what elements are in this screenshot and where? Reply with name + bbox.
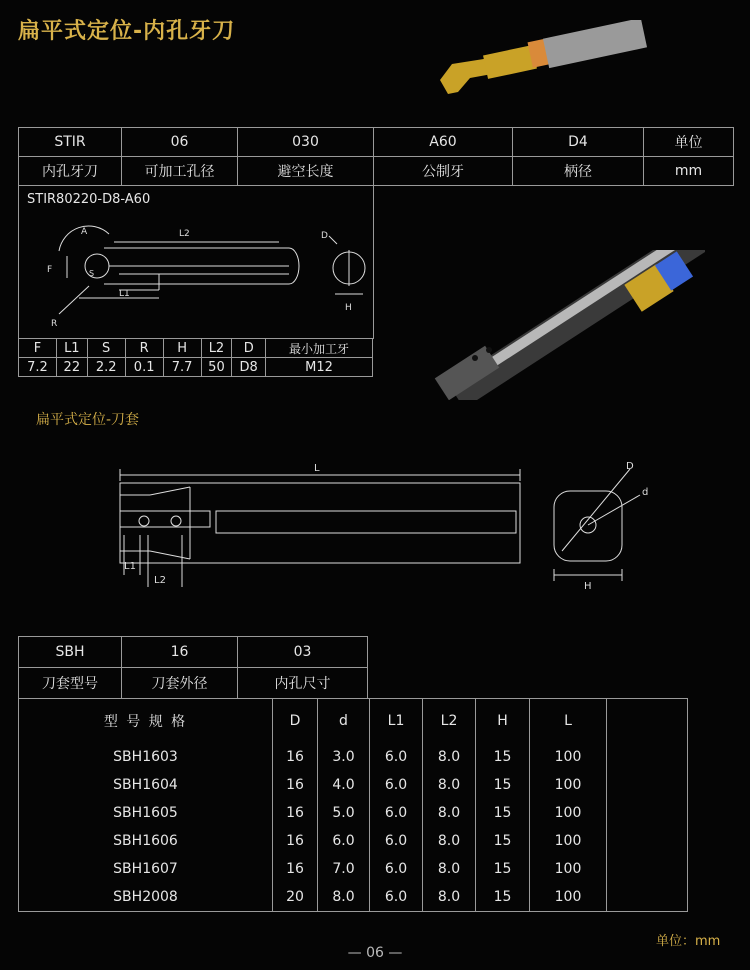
dim-header: R bbox=[125, 339, 163, 358]
code-cell: 030 bbox=[238, 128, 374, 157]
holder-name-cell: 刀套外径 bbox=[122, 668, 238, 699]
spec-cell: 8.0 bbox=[423, 883, 476, 912]
spec-cell: 7.0 bbox=[318, 855, 370, 883]
tool-dims-table bbox=[18, 338, 373, 377]
spec-cell: 6.0 bbox=[370, 827, 423, 855]
spec-cell bbox=[607, 827, 688, 855]
spec-cell: 6.0 bbox=[370, 771, 423, 799]
diagram-label-r: R bbox=[51, 319, 58, 329]
dim-header: L1 bbox=[56, 339, 87, 358]
spec-header: L2 bbox=[423, 699, 476, 744]
section-title-holder: 扁平式定位-刀套 bbox=[36, 412, 140, 428]
diagram-label-f: F bbox=[47, 265, 53, 275]
holder-code-table bbox=[18, 636, 368, 699]
dim-header: L2 bbox=[201, 339, 232, 358]
spec-cell: 16 bbox=[273, 827, 318, 855]
holder-label-d-small: d bbox=[642, 487, 649, 498]
dim-header: H bbox=[163, 339, 201, 358]
spec-cell: 6.0 bbox=[370, 855, 423, 883]
table-row bbox=[19, 883, 688, 912]
spec-header: L1 bbox=[370, 699, 423, 744]
name-cell: 柄径 bbox=[513, 157, 644, 186]
spec-cell: 5.0 bbox=[318, 799, 370, 827]
spec-cell: SBH1603 bbox=[19, 743, 273, 771]
code-cell: D4 bbox=[513, 128, 644, 157]
spec-cell: 8.0 bbox=[423, 827, 476, 855]
code-cell: 06 bbox=[122, 128, 238, 157]
dim-header: D bbox=[232, 339, 266, 358]
spec-cell: SBH2008 bbox=[19, 883, 273, 912]
spec-cell: 100 bbox=[530, 743, 607, 771]
spec-header: 型 号 规 格 bbox=[19, 699, 273, 744]
dim-value: D8 bbox=[232, 358, 266, 377]
dim-value: 0.1 bbox=[125, 358, 163, 377]
spec-header: d bbox=[318, 699, 370, 744]
spec-cell bbox=[607, 883, 688, 912]
spec-cell: 15 bbox=[476, 827, 530, 855]
diagram-label-a: A bbox=[81, 227, 88, 237]
spec-cell: 15 bbox=[476, 883, 530, 912]
spec-cell: SBH1604 bbox=[19, 771, 273, 799]
spec-cell: 16 bbox=[273, 771, 318, 799]
spec-cell: 6.0 bbox=[318, 827, 370, 855]
code-cell: A60 bbox=[374, 128, 513, 157]
spec-cell: 8.0 bbox=[423, 743, 476, 771]
spec-cell: 16 bbox=[273, 743, 318, 771]
code-cell: 单位 bbox=[644, 128, 734, 157]
name-cell: 公制牙 bbox=[374, 157, 513, 186]
spec-cell: 100 bbox=[530, 771, 607, 799]
holder-drawing bbox=[110, 455, 650, 595]
spec-cell bbox=[607, 799, 688, 827]
diagram-label-h: H bbox=[345, 303, 352, 313]
dim-value: M12 bbox=[266, 358, 373, 377]
spec-cell: 8.0 bbox=[423, 799, 476, 827]
spec-cell: SBH1607 bbox=[19, 855, 273, 883]
dim-value: 7.2 bbox=[19, 358, 57, 377]
spec-cell: 100 bbox=[530, 827, 607, 855]
diagram-label-d: D bbox=[321, 231, 328, 241]
code-cell: STIR bbox=[19, 128, 122, 157]
holder-name-cell: 内孔尺寸 bbox=[238, 668, 368, 699]
holder-label-d-big: D bbox=[626, 461, 634, 472]
holder-label-l2: L2 bbox=[154, 575, 166, 586]
dim-value: 50 bbox=[201, 358, 232, 377]
holder-name-cell: 刀套型号 bbox=[19, 668, 122, 699]
spec-cell: 3.0 bbox=[318, 743, 370, 771]
tool-drawing bbox=[19, 206, 373, 336]
spec-cell: 15 bbox=[476, 799, 530, 827]
holder-code-cell: 16 bbox=[122, 637, 238, 668]
holder-photo bbox=[425, 250, 705, 400]
tool-photo-boring-bar bbox=[430, 20, 650, 100]
holder-code-cell: 03 bbox=[238, 637, 368, 668]
spec-cell: 6.0 bbox=[370, 743, 423, 771]
spec-cell: 15 bbox=[476, 743, 530, 771]
page-number: — 06 — bbox=[347, 945, 403, 961]
spec-cell bbox=[607, 855, 688, 883]
spec-cell bbox=[607, 743, 688, 771]
diagram-label-s: S bbox=[89, 269, 95, 278]
spec-cell: 100 bbox=[530, 799, 607, 827]
name-cell: 可加工孔径 bbox=[122, 157, 238, 186]
table-row bbox=[19, 771, 688, 799]
spec-table bbox=[18, 698, 688, 912]
table-row bbox=[19, 799, 688, 827]
dim-value: 2.2 bbox=[87, 358, 125, 377]
dim-value: 7.7 bbox=[163, 358, 201, 377]
spec-header: D bbox=[273, 699, 318, 744]
spec-header: L bbox=[530, 699, 607, 744]
spec-cell: 15 bbox=[476, 771, 530, 799]
name-cell: 内孔牙刀 bbox=[19, 157, 122, 186]
holder-code-cell: SBH bbox=[19, 637, 122, 668]
spec-cell bbox=[607, 771, 688, 799]
diagram-label-l2: L2 bbox=[179, 229, 190, 239]
holder-label-l: L bbox=[314, 463, 320, 474]
table-row bbox=[19, 827, 688, 855]
tool-diagram-box bbox=[18, 186, 374, 339]
spec-cell: 6.0 bbox=[370, 883, 423, 912]
code-table bbox=[18, 127, 734, 186]
spec-cell: 100 bbox=[530, 883, 607, 912]
spec-cell: SBH1605 bbox=[19, 799, 273, 827]
holder-label-l1: L1 bbox=[124, 561, 136, 572]
dim-value: 22 bbox=[56, 358, 87, 377]
spec-cell: 8.0 bbox=[318, 883, 370, 912]
spec-cell: 20 bbox=[273, 883, 318, 912]
name-cell: 避空长度 bbox=[238, 157, 374, 186]
table-row bbox=[19, 743, 688, 771]
spec-cell: 100 bbox=[530, 855, 607, 883]
spec-header bbox=[607, 699, 688, 744]
table-row bbox=[19, 855, 688, 883]
spec-cell: 6.0 bbox=[370, 799, 423, 827]
tool-model-label: STIR80220-D8-A60 bbox=[27, 192, 151, 207]
spec-cell: 4.0 bbox=[318, 771, 370, 799]
diagram-label-l1: L1 bbox=[119, 289, 130, 299]
name-cell: mm bbox=[644, 157, 734, 186]
spec-cell: 16 bbox=[273, 855, 318, 883]
spec-cell: 15 bbox=[476, 855, 530, 883]
spec-cell: 16 bbox=[273, 799, 318, 827]
page-title: 扁平式定位-内孔牙刀 bbox=[18, 19, 236, 44]
dim-header: F bbox=[19, 339, 57, 358]
spec-cell: SBH1606 bbox=[19, 827, 273, 855]
unit-note: 单位：mm bbox=[656, 934, 721, 949]
spec-cell: 8.0 bbox=[423, 771, 476, 799]
holder-label-h: H bbox=[584, 581, 592, 592]
spec-header: H bbox=[476, 699, 530, 744]
spec-cell: 8.0 bbox=[423, 855, 476, 883]
dim-header: 最小加工牙 bbox=[266, 339, 373, 358]
dim-header: S bbox=[87, 339, 125, 358]
